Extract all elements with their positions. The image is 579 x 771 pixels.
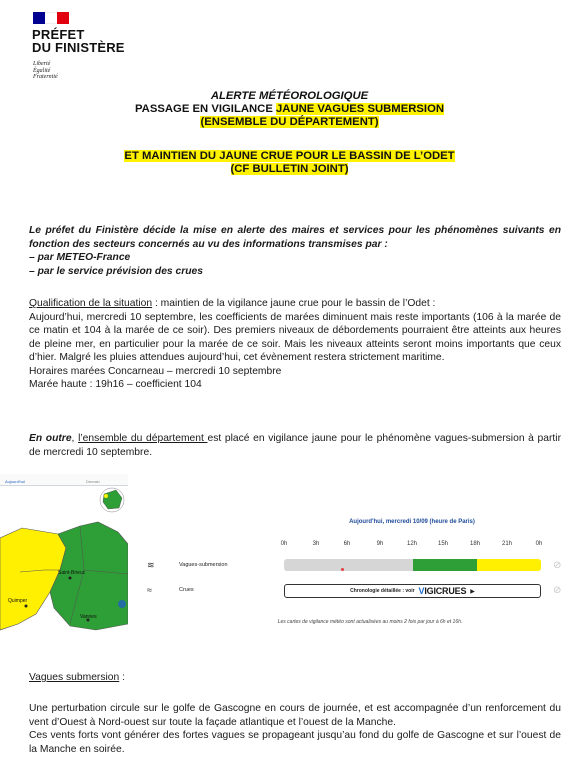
- alert-crue-text: ET MAINTIEN DU JAUNE CRUE POUR LE BASSIN DE L’ODET: [124, 150, 455, 162]
- map-tab-today: Aujourd'hui: [5, 479, 25, 484]
- en-outre-paragraph: [29, 432, 561, 459]
- vigicrues-logo: [419, 586, 467, 596]
- intro-text: Le préfet du Finistère décide la mise en alerte des maires et services pour les phénomènes suivants en fonction des secteurs concernés au vu des informations transmises par :: [29, 225, 561, 250]
- map-label-quimper: Quimper: [8, 598, 28, 604]
- hour-tick: 3h: [312, 541, 320, 547]
- prefet-title-line2: DU FINISTÈRE: [32, 40, 125, 55]
- alert-subtitle: [0, 103, 579, 116]
- alert-crue-line: [0, 150, 579, 163]
- qualification-lead-text: : maintien de la vigilance jaune crue pour le bassin de l’Odet :: [152, 298, 436, 309]
- en-outre-rest: est placé en vigilance jaune pour le phénomène vagues-submersion à partir de mercredi 10 septembre.: [29, 433, 562, 458]
- map-label-saint-brieuc: Saint-Brieuc: [58, 570, 86, 576]
- vigicrues-logo-rest: IGICRUES: [424, 586, 467, 596]
- en-outre-comma: ,: [71, 433, 79, 444]
- vagues-paragraph-2: Ces vents forts vont générer des fortes vagues se propageant jusqu’au fond du golfe de Gascogne et sur l’ouest de la Manche en soirée.: [29, 730, 561, 755]
- waves-submersion-icon: ≋: [147, 560, 155, 570]
- hour-tick: 6h: [343, 541, 351, 547]
- map-label-vannes: Vannes: [80, 614, 97, 620]
- prefet-title-line1: PRÉFET: [32, 27, 85, 42]
- hours-axis: [279, 541, 549, 549]
- vigicrues-logo-v: V: [418, 586, 425, 596]
- brittany-map-svg: [0, 474, 128, 632]
- alert-subtitle-highlight: JAUNE VAGUES SUBMERSION: [276, 103, 445, 115]
- alert-bulletin-line: [0, 163, 579, 176]
- alert-title: ALERTE MÉTÉOROLOGIQUE: [210, 90, 369, 102]
- vigilance-embed: [0, 474, 579, 632]
- hour-tick: 18h: [469, 541, 481, 547]
- alert-subtitle-prefix: PASSAGE EN VIGILANCE: [134, 103, 276, 115]
- motto-liberte: Liberté: [33, 61, 51, 67]
- french-flag-logo: [33, 12, 69, 24]
- now-marker: [341, 568, 344, 571]
- motto-fraternite: Fraternité: [33, 74, 58, 81]
- vigilance-day-label: Aujourd'hui, mercredi 10/09 (heure de Paris): [349, 519, 475, 525]
- en-outre-lead: En outre: [29, 433, 72, 444]
- prefet-logo-title: [32, 28, 125, 54]
- vagues-paragraph-1: Une perturbation circule sur le golfe de Gascogne en cours de journée, et est accompagnée d’un renforcement du vent d’Ouest à Nord-ouest sur toute la façade atlantique et l’ouest de la Manche.: [29, 703, 561, 728]
- alert-scope-text: (ENSEMBLE DU DÉPARTEMENT): [200, 116, 379, 128]
- notification-off-icon[interactable]: ⊘: [553, 585, 562, 596]
- hour-tick: 0h: [535, 541, 543, 547]
- hour-tick: 0h: [280, 541, 288, 547]
- row-label-vagues: Vagues-submersion: [179, 562, 228, 568]
- crues-detail-text: Chronologie détaillée : voir: [350, 588, 415, 594]
- qualification-section: [29, 297, 561, 392]
- high-tide-line: Marée haute : 19h16 – coefficient 104: [29, 379, 202, 390]
- qualification-label: Qualification de la situation: [29, 298, 153, 309]
- republic-motto: [33, 61, 58, 81]
- vagues-heading-label: Vagues submersion: [29, 672, 120, 683]
- timeline-segment-yellow: [477, 559, 541, 571]
- map-tab-tomorrow: Demain: [86, 479, 100, 484]
- hour-tick: 21h: [501, 541, 513, 547]
- play-icon: ▶: [470, 588, 475, 595]
- vagues-heading-colon: :: [119, 672, 125, 683]
- tides-schedule-line: Horaires marées Concarneau – mercredi 10 septembre: [29, 365, 282, 377]
- crues-icon: ≈: [147, 585, 152, 595]
- intro-bullet-crues: – par le service prévision des crues: [29, 265, 204, 277]
- intro-bullet-meteofrance: – par METEO-France: [29, 252, 131, 263]
- qualification-body: Aujourd’hui, mercredi 10 septembre, les coefficients de marées diminuent mais reste importants (106 à la marée de ce matin et 104 à la marée de ce soir). Des premiers niveaux de débordements pourraient être atteints aux heures de pleine mer, en particulier pour la marée de ce soir. Mais les niveaux atteints seront moins importants que ceux d’hier. Malgré les pluies attendues aujourd’hui, cet évènement restera strictement maritime.: [29, 311, 561, 363]
- qualification-lead: [29, 297, 561, 311]
- hour-tick: 15h: [437, 541, 449, 547]
- row-label-crues: Crues: [179, 587, 194, 593]
- intro-paragraph: [29, 224, 561, 278]
- vagues-timeline-bar: [284, 559, 541, 571]
- timeline-segment-green: [413, 559, 477, 571]
- vigilance-map: [0, 474, 128, 632]
- vigilance-footnote: Les cartes de vigilance météo sont actualisées au moins 2 fois par jour à 6h et 16h.: [277, 619, 463, 625]
- motto-egalite: Égalité: [33, 67, 51, 74]
- notification-off-icon[interactable]: ⊘: [553, 560, 562, 571]
- en-outre-underlined: l’ensemble du département: [78, 433, 208, 444]
- alert-bulletin-text: (CF BULLETIN JOINT): [230, 163, 349, 175]
- hour-tick: 12h: [406, 541, 418, 547]
- alert-scope: [0, 116, 579, 129]
- vigicrues-link[interactable]: [284, 584, 541, 598]
- vagues-section-heading: [29, 671, 561, 685]
- hour-tick: 9h: [376, 541, 384, 547]
- timeline-segment-none: [284, 559, 413, 571]
